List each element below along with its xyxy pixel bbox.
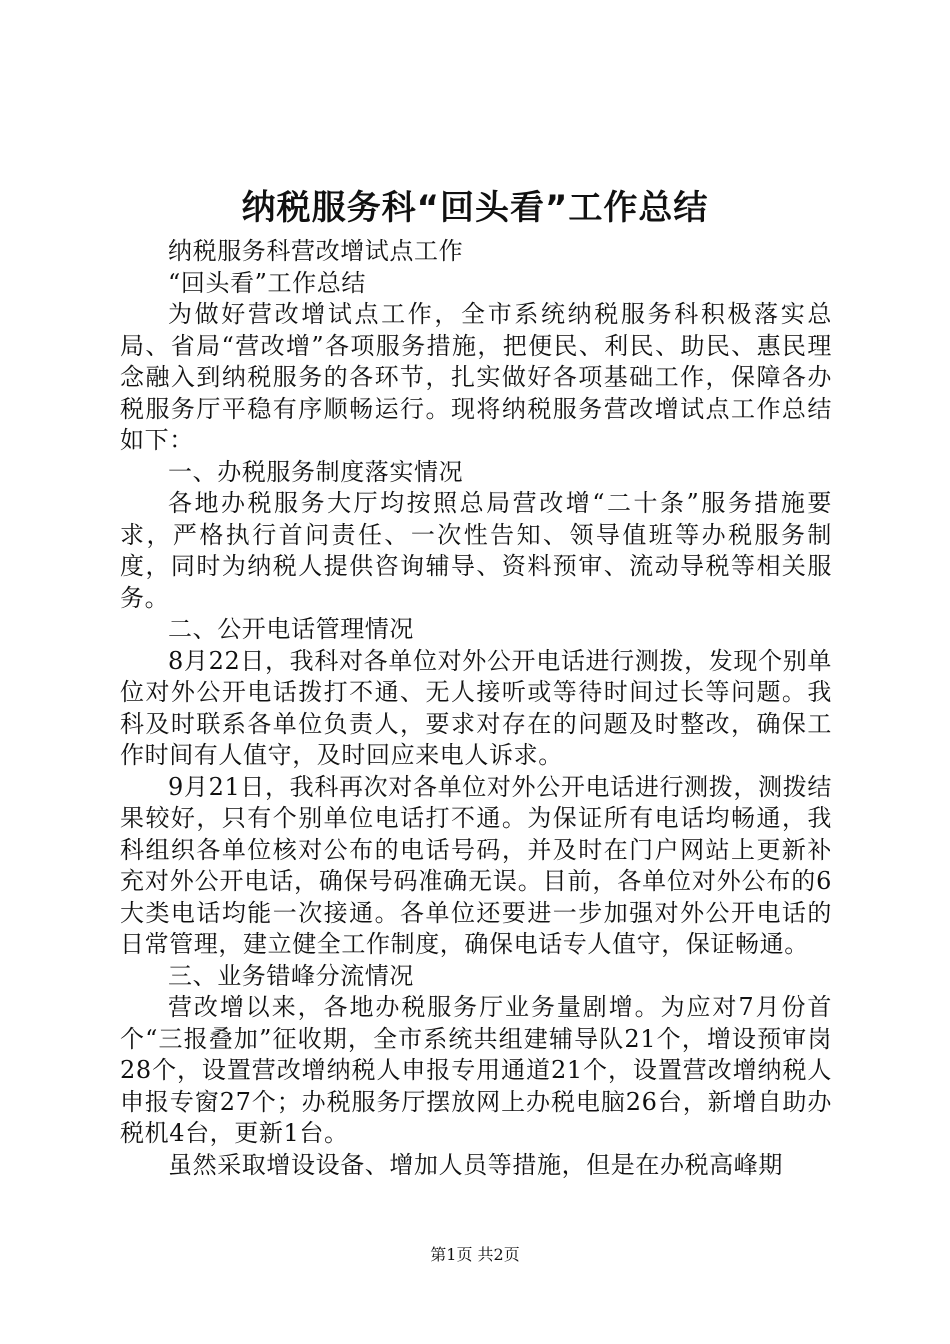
section-heading-3: 三、业务错峰分流情况 — [168, 961, 414, 990]
section-heading-2: 二、公开电话管理情况 — [168, 615, 414, 643]
section-2-paragraph-1: 8月22日，我科对各单位对外公开电话进行测拨，发现个别单位对外公开电话拨打不通、无人接听或等待时间过长等问题。我科及时联系各单位负责人，要求对存在的问题及时整改，确保工作时间有人值守，及时回应来电人诉求。 — [120, 646, 832, 769]
subtitle-line-1: 纳税服务科营改增试点工作 — [168, 237, 464, 265]
section-2-paragraph-2: 9月21日，我科再次对各单位对外公开电话进行测拨，测拨结果较好，只有个别单位电话打不通。为保证所有电话均畅通，我科组织各单位核对公布的电话号码，并及时在门户网站上更新补充对外公开电话，确保号码准确无误。目前，各单位对外公布的6大类电话均能一次接通。各单位还要进一步加强对外公开电话的日常管理，建立健全工作制度，确保电话专人值守，保证畅通。 — [120, 772, 832, 958]
intro-paragraph: 为做好营改增试点工作，全市系统纳税服务科积极落实总局、省局“营改增”各项服务措施，把便民、利民、助民、惠民理念融入到纳税服务的各环节，扎实做好各项基础工作，保障各办税服务厅平稳有序顺畅运行。现将纳税服务营改增试点工作总结如下： — [120, 300, 832, 454]
section-3-paragraph-1: 营改增以来，各地办税服务厅业务量剧增。为应对7月份首个“三报叠加”征收期，全市系统共组建辅导队21个，增设预审岗28个，设置营改增纳税人申报专用通道21个，设置营改增纳税人申报专窗27个；办税服务厅摆放网上办税电脑26台，新增自助办税机4台，更新1台。 — [120, 993, 832, 1147]
page-footer: 第1页 共2页 — [430, 1245, 520, 1264]
document-body — [120, 236, 832, 1181]
section-1-paragraph: 各地办税服务大厅均按照总局营改增“二十条”服务措施要求，严格执行首问责任、一次性告知、领导值班等办税服务制度，同时为纳税人提供咨询辅导、资料预审、流动导税等相关服务。 — [120, 489, 832, 612]
section-3-paragraph-2: 虽然采取增设设备、增加人员等措施，但是在办税高峰期 — [168, 1150, 783, 1179]
section-heading-1: 一、办税服务制度落实情况 — [168, 457, 464, 486]
subtitle-line-2: “回头看”工作总结 — [168, 268, 366, 297]
document-title: 纳税服务科“回头看”工作总结 — [241, 188, 709, 228]
